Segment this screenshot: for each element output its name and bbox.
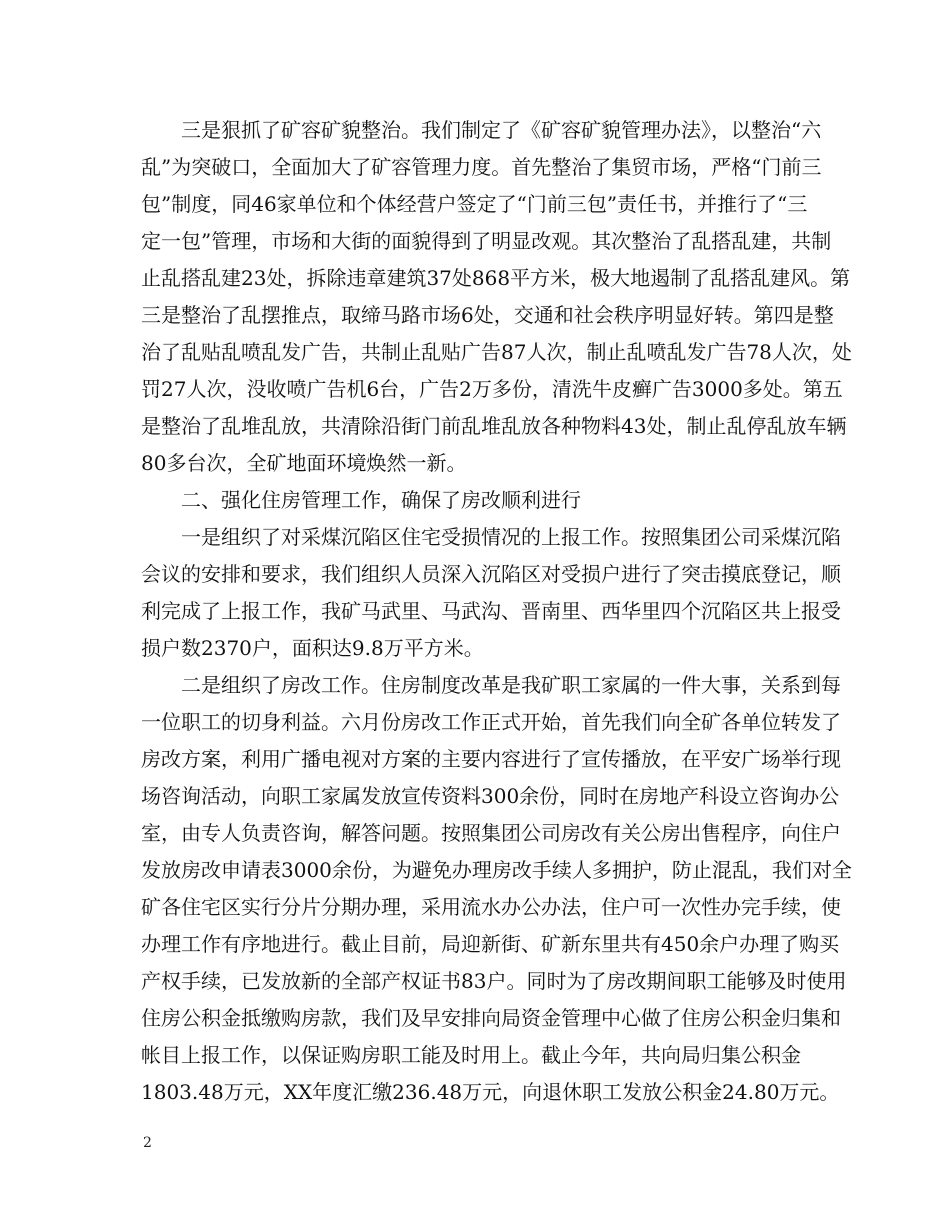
- paragraph-line: 1803.48万元，XX年度汇缴236.48万元，向退休职工发放公积金24.80万元。: [141, 1080, 840, 1104]
- paragraph-line: 帐目上报工作，以保证购房职工能及时用上。截止今年，共向局归集公积金: [141, 1043, 801, 1067]
- paragraph-line: 一位职工的切身利益。六月份房改工作正式开始，首先我们向全矿各单位转发了: [141, 710, 841, 734]
- paragraph-line: 利完成了上报工作，我矿马武里、马武沟、晋南里、西华里四个沉陷区共上报受: [141, 599, 841, 623]
- paragraph-line: 止乱搭乱建23处，拆除违章建筑37处868平方米，极大地遏制了乱搭乱建风。第: [141, 266, 851, 290]
- page-number: 2: [143, 1135, 152, 1151]
- paragraph-line: 治了乱贴乱喷乱发广告，共制止乱贴广告87人次，制止乱喷乱发广告78人次，处: [141, 340, 852, 364]
- paragraph-line: 产权手续，已发放新的全部产权证书83户。同时为了房改期间职工能够及时使用: [141, 969, 847, 993]
- paragraph-line: 三是狠抓了矿容矿貌整治。我们制定了《矿容矿貌管理办法》，以整治“六: [141, 118, 822, 142]
- paragraph-line: 80多台次，全矿地面环境焕然一新。: [141, 451, 467, 475]
- paragraph-line: 一是组织了对采煤沉陷区住宅受损情况的上报工作。按照集团公司采煤沉陷: [141, 525, 841, 549]
- paragraph-line: 包”制度，同46家单位和个体经营户签定了“门前三包”责任书，并推行了“三: [141, 192, 808, 216]
- paragraph-line: 室，由专人负责咨询，解答问题。按照集团公司房改有关公房出售程序，向住户: [141, 821, 841, 845]
- paragraph-line: 发放房改申请表3000余份，为避免办理房改手续人多拥护，防止混乱，我们对全: [141, 858, 852, 882]
- section-heading: 二、强化住房管理工作，确保了房改顺利进行: [141, 488, 581, 512]
- paragraph-line: 场咨询活动，向职工家属发放宣传资料300余份，同时在房地产科设立咨询办公: [141, 784, 840, 808]
- paragraph-line: 是整治了乱堆乱放，共清除沿街门前乱堆乱放各种物料43处，制止乱停乱放车辆: [141, 414, 847, 438]
- paragraph-line: 三是整治了乱摆推点，取缔马路市场6处，交通和社会秩序明显好转。第四是整: [141, 303, 834, 327]
- paragraph-line: 定一包”管理，市场和大街的面貌得到了明显改观。其次整治了乱搭乱建，共制: [141, 229, 832, 253]
- paragraph-line: 矿各住宅区实行分片分期办理，采用流水办公办法，住户可一次性办完手续，使: [141, 895, 841, 919]
- paragraph-line: 办理工作有序地进行。截止目前，局迎新街、矿新东里共有450余户办理了购买: [141, 932, 840, 956]
- paragraph-line: 罚27人次，没收喷广告机6台，广告2万多份，清洗牛皮癣广告3000多处。第五: [141, 377, 843, 401]
- paragraph-line: 住房公积金抵缴购房款，我们及早安排向局资金管理中心做了住房公积金归集和: [141, 1006, 841, 1030]
- paragraph-line: 二是组织了房改工作。住房制度改革是我矿职工家属的一件大事，关系到每: [141, 673, 841, 697]
- paragraph-line: 房改方案，利用广播电视对方案的主要内容进行了宣传播放，在平安广场举行现: [141, 747, 841, 771]
- paragraph-line: 损户数2370户，面积达9.8万平方米。: [141, 636, 484, 660]
- paragraph-line: 会议的安排和要求，我们组织人员深入沉陷区对受损户进行了突击摸底登记，顺: [141, 562, 841, 586]
- paragraph-line: 乱”为突破口，全面加大了矿容管理力度。首先整治了集贸市场，严格“门前三: [141, 155, 822, 179]
